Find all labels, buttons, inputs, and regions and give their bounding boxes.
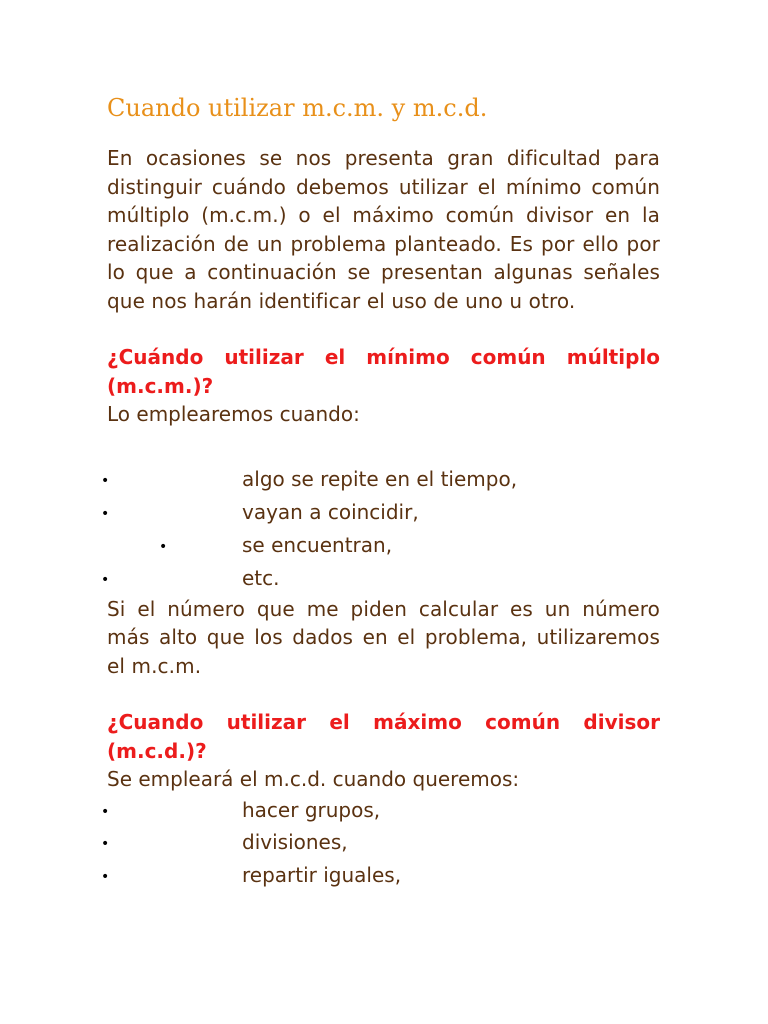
section-mcm (101, 343, 660, 680)
bullet-icon: • (101, 868, 110, 885)
document-page (101, 88, 660, 891)
list-item (107, 529, 660, 562)
section-mcm-heading: ¿Cuándo utilizar el mínimo común múltiplo (m.c.m.)? (107, 345, 660, 398)
intro-paragraph: En ocasiones se nos presenta gran dificultad para distinguir cuándo debemos utilizar el mínimo común múltiplo (m.c.m.) o el máximo común divisor en la realización de un problema planteado. Es por ello por lo que a continuación se presentan algunas señales que nos harán identificar el uso de uno u otro. (107, 146, 660, 313)
list-item-text: divisiones, (242, 830, 348, 854)
list-item (101, 562, 660, 595)
bullet-icon: • (101, 836, 110, 852)
bullet-icon: • (101, 472, 110, 489)
section-gap (107, 680, 660, 708)
section-mcm-lead: Lo emplearemos cuando: (107, 402, 360, 426)
list-item-text: algo se repite en el tiempo, (242, 466, 518, 491)
page-title: Cuando utilizar m.c.m. y m.c.d. (107, 94, 488, 122)
section-mcd-heading: ¿Cuando utilizar el máximo común divisor (m.c.d.)? (107, 710, 660, 763)
bullet-icon: • (159, 538, 168, 555)
list-item (101, 859, 660, 892)
section-mcm-conclusion: Si el número que me piden calcular es un número más alto que los dados en el problema, utilizaremos el m.c.m. (107, 596, 660, 678)
mcm-list (101, 463, 660, 595)
list-item-text: se encuentran, (242, 532, 393, 557)
section-mcd-lead: Se empleará el m.c.d. cuando queremos: (107, 767, 520, 791)
list-item (101, 463, 660, 496)
list-item-text: repartir iguales, (242, 862, 402, 887)
mcd-list (101, 794, 660, 892)
bullet-icon: • (101, 505, 110, 522)
section-mcd (101, 708, 660, 891)
list-item (101, 496, 660, 529)
list-item-text: hacer grupos, (242, 797, 381, 822)
list-item-text: etc. (242, 565, 280, 590)
list-item-text: vayan a coincidir, (242, 499, 419, 524)
list-item (101, 826, 660, 859)
bullet-icon: • (101, 803, 110, 820)
blank-line (107, 429, 660, 463)
list-item (101, 794, 660, 827)
bullet-icon: • (101, 571, 110, 588)
